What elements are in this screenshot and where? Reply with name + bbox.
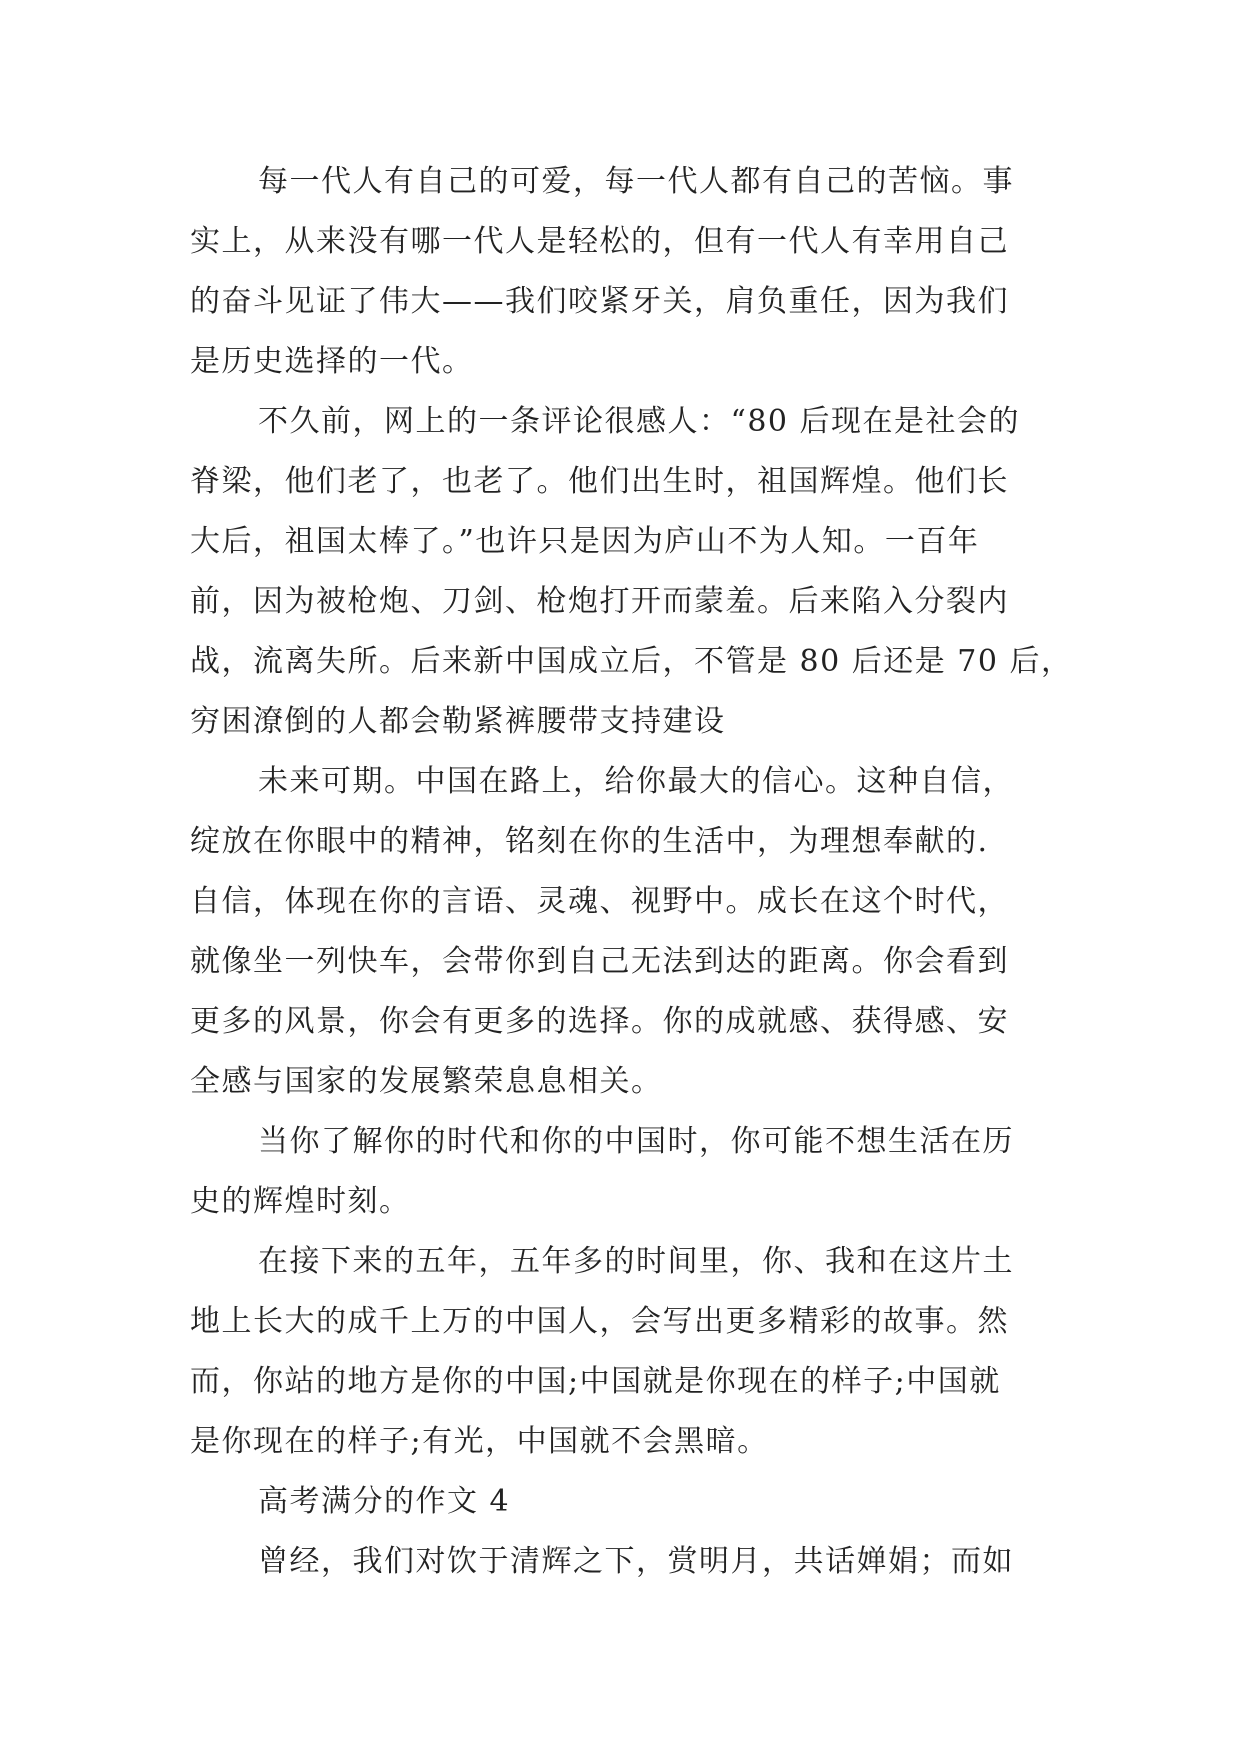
- paragraph-2-line-6: 穷困潦倒的人都会勒紧裤腰带支持建设: [190, 704, 726, 739]
- paragraph-3-line-5: 更多的风景，你会有更多的选择。你的成就感、获得感、安: [190, 1004, 1009, 1039]
- paragraph-2-line-5: 战，流离失所。后来新中国成立后，不管是 80 后还是 70 后，: [190, 644, 1073, 679]
- essay-title-4: 高考满分的作文 4: [258, 1484, 511, 1519]
- paragraph-3-line-2: 绽放在你眼中的精神，铭刻在你的生活中，为理想奉献的.: [190, 824, 989, 859]
- paragraph-7-line-1: 曾经，我们对饮于清辉之下，赏明月，共话婵娟；而如: [258, 1544, 1014, 1579]
- paragraph-2-line-4: 前，因为被枪炮、刀剑、枪炮打开而蒙羞。后来陷入分裂内: [190, 584, 1009, 619]
- paragraph-2-line-3: 大后，祖国太棒了。”也许只是因为庐山不为人知。一百年: [190, 524, 980, 559]
- paragraph-5-line-1: 在接下来的五年，五年多的时间里，你、我和在这片土: [258, 1244, 1014, 1279]
- paragraph-2-line-2: 脊梁，他们老了，也老了。他们出生时，祖国辉煌。他们长: [190, 464, 1009, 499]
- paragraph-4-line-1: 当你了解你的时代和你的中国时，你可能不想生活在历: [258, 1124, 1014, 1159]
- paragraph-3-line-6: 全感与国家的发展繁荣息息相关。: [190, 1064, 663, 1099]
- paragraph-1-line-4: 是历史选择的一代。: [190, 344, 474, 379]
- paragraph-4-line-2: 史的辉煌时刻。: [190, 1184, 411, 1219]
- paragraph-1-line-2: 实上，从来没有哪一代人是轻松的，但有一代人有幸用自己: [190, 224, 1009, 259]
- paragraph-5-line-4: 是你现在的样子;有光，中国就不会黑暗。: [190, 1424, 769, 1459]
- paragraph-5-line-3: 而，你站的地方是你的中国;中国就是你现在的样子;中国就: [190, 1364, 1001, 1399]
- paragraph-5-line-2: 地上长大的成千上万的中国人，会写出更多精彩的故事。然: [190, 1304, 1009, 1339]
- paragraph-3-line-4: 就像坐一列快车，会带你到自己无法到达的距离。你会看到: [190, 944, 1009, 979]
- paragraph-1-line-3: 的奋斗见证了伟大——我们咬紧牙关，肩负重任，因为我们: [190, 284, 1009, 319]
- paragraph-3-line-3: 自信，体现在你的言语、灵魂、视野中。成长在这个时代，: [190, 884, 1009, 919]
- paragraph-1-line-1: 每一代人有自己的可爱，每一代人都有自己的苦恼。事: [258, 164, 1014, 199]
- paragraph-3-line-1: 未来可期。中国在路上，给你最大的信心。这种自信，: [258, 764, 1014, 799]
- paragraph-2-line-1: 不久前，网上的一条评论很感人：“80 后现在是社会的: [258, 404, 1021, 439]
